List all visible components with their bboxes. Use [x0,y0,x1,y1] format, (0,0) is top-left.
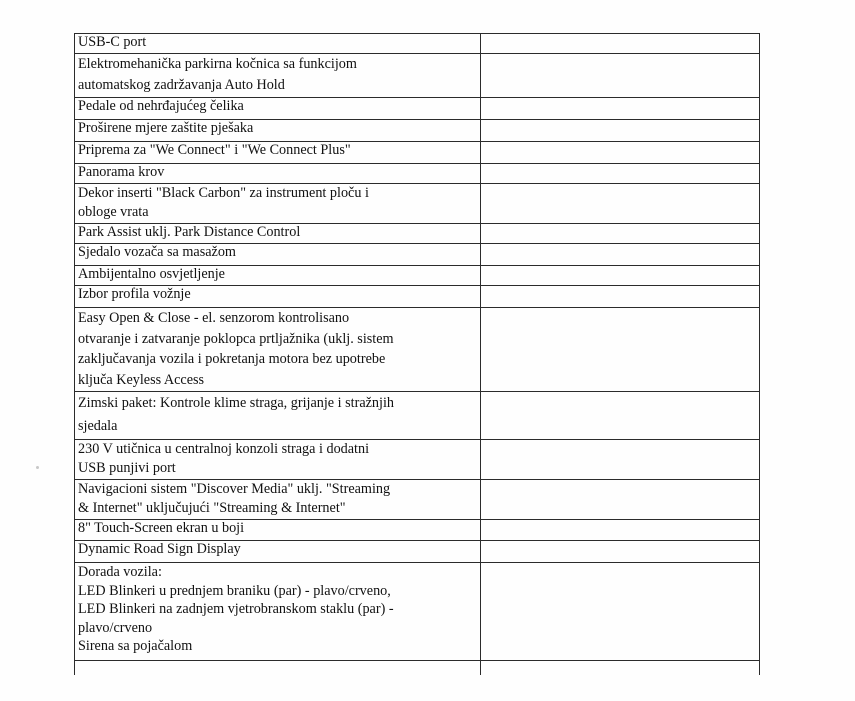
value-cell [481,224,760,244]
table-row [75,54,760,98]
value-cell [481,440,760,480]
item-cell: Zimski paket: Kontrole klime straga, grijanje i stražnjih sjedala [75,392,481,440]
value-cell [481,266,760,286]
item-cell: Dekor inserti "Black Carbon" za instrument ploču i obloge vrata [75,184,481,224]
value-cell [481,308,760,392]
table-row [75,224,760,244]
table-row [75,120,760,142]
item-cell: Proširene mjere zaštite pješaka [75,120,481,142]
table-row [75,286,760,308]
value-cell [481,520,760,541]
item-cell: Priprema za "We Connect" i "We Connect Plus" [75,142,481,164]
item-cell: 8" Touch-Screen ekran u boji [75,520,481,541]
equipment-table-body [75,34,760,675]
value-cell [481,244,760,266]
value-cell [481,164,760,184]
value-cell [481,120,760,142]
item-cell: Ambijentalno osvjetljenje [75,266,481,286]
item-cell: Sjedalo vozača sa masažom [75,244,481,266]
value-cell [481,286,760,308]
item-cell [75,661,481,675]
value-cell [481,98,760,120]
value-cell [481,480,760,520]
value-cell [481,142,760,164]
item-cell: Easy Open & Close - el. senzorom kontrolisano otvaranje i zatvaranje poklopca prtljažnika (uklj. sistem zaključavanja vozila i pokretanja motora bez upotrebe ključa Keyless Access [75,308,481,392]
item-cell: Elektromehanička parkirna kočnica sa funkcijom automatskog zadržavanja Auto Hold [75,54,481,98]
table-row [75,164,760,184]
value-cell [481,563,760,661]
item-cell: Park Assist uklj. Park Distance Control [75,224,481,244]
item-cell: 230 V utičnica u centralnoj konzoli straga i dodatni USB punjivi port [75,440,481,480]
table-row [75,520,760,541]
equipment-table [74,33,760,675]
item-cell: Panorama krov [75,164,481,184]
value-cell [481,54,760,98]
table-row [75,480,760,520]
table-row [75,244,760,266]
table-row [75,184,760,224]
table-row [75,34,760,54]
table-row [75,440,760,480]
item-cell: Navigacioni sistem "Discover Media" uklj. "Streaming & Internet" uključujući "Streaming & Internet" [75,480,481,520]
value-cell [481,392,760,440]
value-cell [481,541,760,563]
value-cell [481,184,760,224]
scan-artifact [36,466,39,469]
table-row [75,661,760,675]
table-row [75,308,760,392]
item-cell: Pedale od nehrđajućeg čelika [75,98,481,120]
table-row [75,98,760,120]
table-row [75,392,760,440]
item-cell: USB-C port [75,34,481,54]
item-cell: Izbor profila vožnje [75,286,481,308]
table-row [75,266,760,286]
item-cell: Dorada vozila: LED Blinkeri u prednjem braniku (par) - plavo/crveno, LED Blinkeri na zadnjem vjetrobranskom staklu (par) - plavo/crveno Sirena sa pojačalom [75,563,481,661]
table-row [75,142,760,164]
value-cell [481,34,760,54]
table-row [75,563,760,661]
table-row [75,541,760,563]
item-cell: Dynamic Road Sign Display [75,541,481,563]
value-cell [481,661,760,675]
